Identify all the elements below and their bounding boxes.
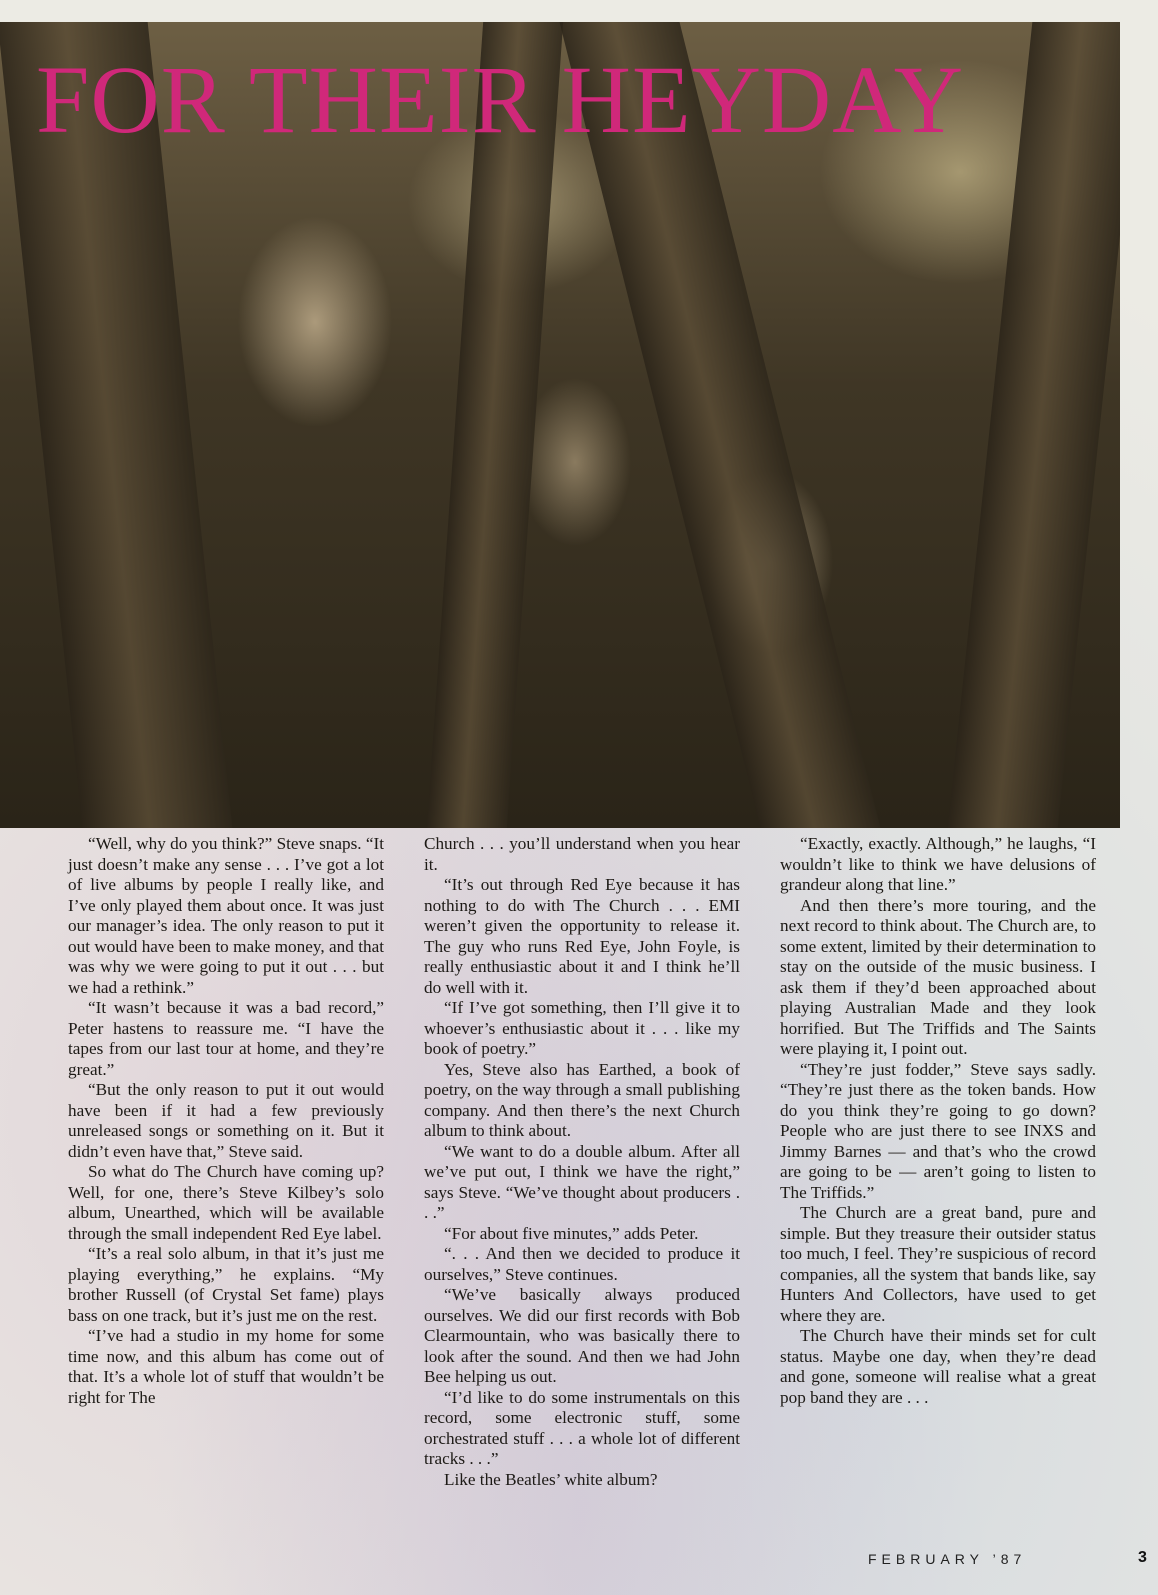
paragraph: “We want to do a double album. After all we’ve put out, I think we have the right,” says Steve. “We’ve thought about producers . . .”: [424, 1141, 740, 1222]
paragraph: So what do The Church have coming up? Well, for one, there’s Steve Kilbey’s solo album, Unearthed, which will be available through the small independent Red Eye label.: [68, 1162, 384, 1243]
paragraph: Like the Beatles’ white album?: [444, 1469, 658, 1489]
page-number: 3: [1138, 1549, 1147, 1566]
paragraph: “Exactly, exactly. Although,” he laughs, “I wouldn’t like to think we have delusions of grandeur along that line.”: [780, 834, 1096, 894]
paragraph: “But the only reason to put it out would have been if it had a few previously unreleased songs or something on it. But it didn’t even have that,” Steve said.: [68, 1080, 384, 1161]
paragraph: “For about five minutes,” adds Peter.: [444, 1223, 699, 1243]
article-column-1: [68, 834, 384, 1408]
paragraph: “If I’ve got something, then I’ll give it to whoever’s enthusiastic about it . . . like my book of poetry.”: [424, 998, 740, 1058]
paragraph: “They’re just fodder,” Steve says sadly. “They’re just there as the token bands. How do you think they’re going to go down? People who are just there to see INXS and Jimmy Barnes — and that’s who the crowd are going to be — aren’t going to listen to The Triffids.”: [780, 1059, 1096, 1202]
headline: FOR THEIR HEYDAY: [36, 46, 965, 153]
paragraph: The Church have their minds set for cult status. Maybe one day, when they’re dead and gone, someone will realise what a great pop band they are . . .: [780, 1326, 1096, 1407]
paragraph: The Church are a great band, pure and simple. But they treasure their outsider status too much, I feel. They’re suspicious of record companies, all the system that bands like, say Hunters And Collectors, have used to get where they are.: [780, 1203, 1096, 1325]
paragraph: “I’ve had a studio in my home for some time now, and this album has come out of that. It’s a whole lot of stuff that wouldn’t be right for The: [68, 1326, 384, 1407]
paragraph: “I’d like to do some instrumentals on this record, some electronic stuff, some orchestrated stuff . . . a whole lot of different tracks . . .”: [424, 1387, 740, 1468]
paragraph: “It’s out through Red Eye because it has nothing to do with The Church . . . EMI weren’t given the opportunity to release it. The guy who runs Red Eye, John Foyle, is really enthusiastic about it and I think he’ll do well with it.: [424, 875, 740, 997]
paragraph: “. . . And then we decided to produce it ourselves,” Steve continues.: [424, 1244, 740, 1284]
paragraph: “It’s a real solo album, in that it’s just me playing everything,” he explains. “My brother Russell (of Crystal Set fame) plays bass on one track, but it’s just me on the rest.: [68, 1244, 384, 1325]
issue-date: FEBRUARY ’87: [868, 1551, 1027, 1567]
article-column-2: [424, 834, 740, 1490]
paragraph: Church . . . you’ll understand when you hear it.: [424, 834, 740, 874]
paragraph: And then there’s more touring, and the next record to think about. The Church are, to some extent, limited by their determination to stay on the outside of the music business. I ask them if they’d been approached about playing Australian Made and they look horrified. But The Triffids and The Saints were playing it, I point out.: [780, 895, 1096, 1058]
band-photo: [0, 22, 1120, 828]
tree-trunk: [948, 22, 1120, 828]
article-column-3: [780, 834, 1096, 1408]
paragraph: “It wasn’t because it was a bad record,” Peter hastens to reassure me. “I have the tapes from our last tour at home, and they’re great.”: [68, 998, 384, 1079]
paragraph: “Well, why do you think?” Steve snaps. “It just doesn’t make any sense . . . I’ve got a lot of live albums by people I really like, and I’ve only played them about once. It was just our manager’s idea. The only reason to put it out would have been to make money, and that was why we were going to put it out . . . but we had a rethink.”: [68, 834, 384, 997]
paragraph: Yes, Steve also has Earthed, a book of poetry, on the way through a small publishing company. And then there’s the next Church album to think about.: [424, 1059, 740, 1140]
paragraph: “We’ve basically always produced ourselves. We did our first records with Bob Clearmountain, who was basically there to look after the sound. And then we had John Bee helping us out.: [424, 1285, 740, 1386]
